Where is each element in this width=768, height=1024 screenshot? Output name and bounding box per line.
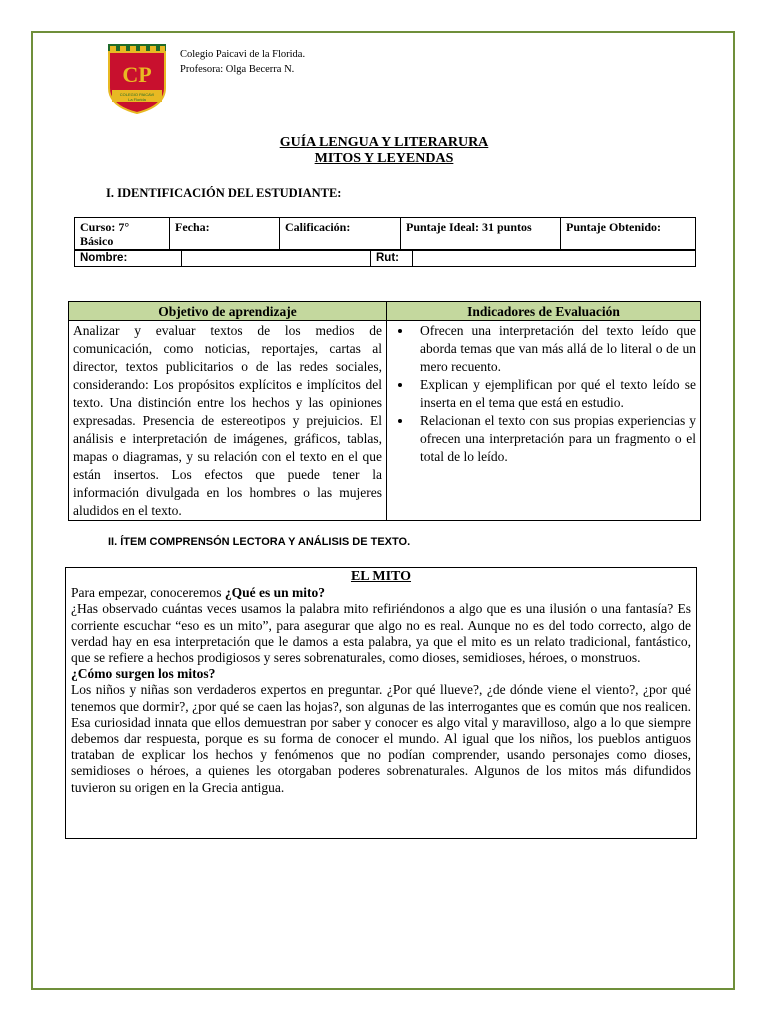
crest-ribbon-line2: La Florida xyxy=(128,97,146,102)
reading-paragraph-1: ¿Has observado cuántas veces usamos la palabra mito refiriéndonos a algo que es una ilusión o una fantasía? Es corriente escuchar “eso es un mito”, para asegurar que algo no es real. Aunque no es del todo correcto, algo de verdad hay en esa interpretación que le damos a esta palabra, ya que el mito es un relato tradicional, fantástico, que se refiere a hechos prodigiosos y seres sobrenaturales, como dioses, semidioses, héroes, o monstruos. xyxy=(71,601,691,666)
school-info xyxy=(180,47,305,77)
reading-intro-line xyxy=(71,585,691,601)
rut-label: Rut: xyxy=(371,250,413,267)
teacher-name: Profesora: Olga Becerra N. xyxy=(180,64,295,75)
name-field[interactable] xyxy=(182,250,371,267)
indicator-item: • Explican y ejemplifican por qué el texto leído se inserta en el tema que está en estudio. xyxy=(413,376,696,412)
indicators-header: Indicadores de Evaluación xyxy=(387,302,701,321)
obtained-score-field[interactable]: Puntaje Obtenido: xyxy=(561,218,696,251)
grade-field[interactable]: Calificación: xyxy=(280,218,401,251)
indicators-list xyxy=(391,322,696,466)
crest-top-band xyxy=(108,44,166,52)
objective-text: Analizar y evaluar textos de los medios de comunicación, como noticias, reportajes, cartas al director, textos publicitarios o de las redes sociales, considerando: Los propósitos explícitos e implícitos del texto. Una distinción entre los hechos y las opiniones expresadas. Presencia de estereotipos y prejuicios. El análisis e interpretación de imágenes, gráficos, tablas, mapas o diagramas, y su relación con el texto en el que están insertos. Los efectos que puede tener la información divulgada en los hombres o las mujeres aludidos en el texto. xyxy=(69,321,387,521)
student-name-rut-table xyxy=(74,249,696,267)
reading-intro: Para empezar, conoceremos xyxy=(71,585,225,601)
reading-title: EL MITO xyxy=(350,569,412,584)
crest-ribbon-line1: COLEGIO PAICAVI xyxy=(119,92,155,97)
crest-initials: CP xyxy=(122,62,152,87)
indicator-item: • Relacionan el texto con sus propias experiencias y ofrecen una interpretación para un fragmento o el total de lo leído. xyxy=(413,412,696,466)
section-identification-heading: I. IDENTIFICACIÓN DEL ESTUDIANTE: xyxy=(106,186,342,200)
course-cell: Curso: 7° Básico xyxy=(75,218,170,251)
guide-title: GUÍA LENGUA Y LITERARURA xyxy=(279,135,489,150)
school-name: Colegio Paicavi de la Florida. xyxy=(180,49,306,60)
question-how-myths-arise: ¿Cómo surgen los mitos? xyxy=(71,666,216,682)
section-reading-heading: II. ÍTEM COMPRENSÓN LECTORA Y ANÁLISIS DE TEXTO. xyxy=(108,536,411,548)
guide-subtitle: MITOS Y LEYENDAS xyxy=(314,151,454,166)
reading-box xyxy=(65,567,697,839)
objectives-table xyxy=(68,301,701,521)
date-field[interactable]: Fecha: xyxy=(170,218,280,251)
name-label: Nombre: xyxy=(75,250,182,267)
student-identification-table xyxy=(74,217,696,251)
indicators-cell xyxy=(387,321,701,521)
question-what-is-myth: ¿Qué es un mito? xyxy=(224,585,326,601)
objective-header: Objetivo de aprendizaje xyxy=(69,302,387,321)
indicator-item: • Ofrecen una interpretación del texto leído que aborda temas que van más allá de lo literal o de un mero recuento. xyxy=(413,322,696,376)
school-crest-logo xyxy=(108,44,166,114)
reading-paragraph-2: Los niños y niñas son verdaderos expertos en preguntar. ¿Por qué llueve?, ¿de dónde viene el viento?, ¿por qué tenemos que dormir?, ¿por qué se caen las hojas?, son algunas de las interrogantes que es común que nos realicen. Esa curiosidad innata que ellos demuestran por saber y conocer es algo vital y maravilloso, algo a lo que siempre debemos dar respuesta, porque es su forma de conocer el mundo. Al igual que los niños, los pueblos antiguos trataban de explicar los hechos y fenómenos que no podían comprender, usando personajes como dioses, semidioses o héroes, a quienes les otorgaban poderes sobrenaturales. Algunos de los mitos más difundidos tuvieron su origen en la Grecia antigua. xyxy=(71,682,691,795)
ideal-score-cell: Puntaje Ideal: 31 puntos xyxy=(401,218,561,251)
rut-field[interactable] xyxy=(413,250,696,267)
